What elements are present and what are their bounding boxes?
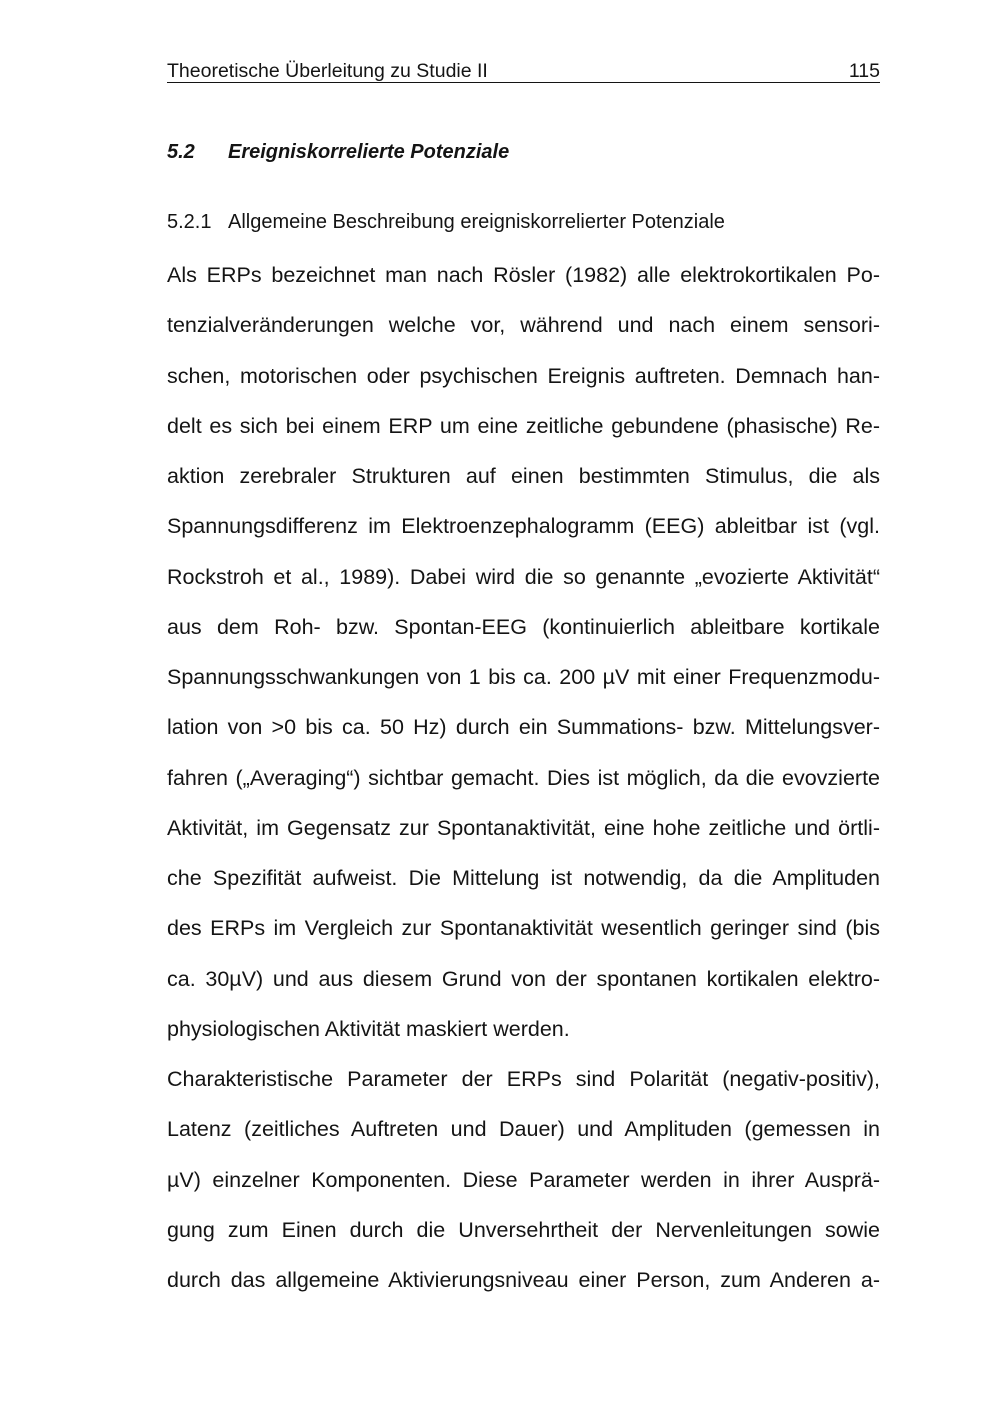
body-line: ca. 30µV) und aus diesem Grund von der spontanen kortikalen elektro- bbox=[167, 966, 880, 991]
paragraph bbox=[167, 1054, 880, 1305]
body-line: che Spezifität aufweist. Die Mittelung ist notwendig, da die Amplituden bbox=[167, 866, 880, 890]
body-line: delt es sich bei einem ERP um eine zeitliche gebundene (phasische) Re- bbox=[167, 413, 880, 438]
body-line: Aktivität, im Gegensatz zur Spontanaktivität, eine hohe zeitliche und örtli- bbox=[167, 815, 880, 840]
subsection-heading bbox=[167, 210, 880, 234]
body-line: Als ERPs bezeichnet man nach Rösler (1982) alle elektrokortikalen Po- bbox=[167, 263, 880, 287]
body-line: tenzialveränderungen welche vor, während und nach einem sensori- bbox=[167, 313, 880, 338]
section-heading bbox=[167, 140, 880, 164]
body-line: Charakteristische Parameter der ERPs sind Polarität (negativ-positiv), bbox=[167, 1067, 880, 1091]
body-line-last: physiologischen Aktivität maskiert werden. bbox=[167, 1016, 570, 1041]
body-line: gung zum Einen durch die Unversehrtheit der Nervenleitungen sowie bbox=[167, 1217, 880, 1242]
body-text bbox=[167, 250, 880, 1305]
body-line: schen, motorischen oder psychischen Ereignis auftreten. Demnach han- bbox=[167, 363, 880, 388]
body-line: fahren („Averaging“) sichtbar gemacht. Dies ist möglich, da die evovzierte bbox=[167, 765, 880, 790]
body-line: µV) einzelner Komponenten. Diese Parameter werden in ihrer Ausprä- bbox=[167, 1167, 880, 1192]
body-line: Spannungsschwankungen von 1 bis ca. 200 µV mit einer Frequenzmodu- bbox=[167, 665, 880, 689]
body-line: Spannungsdifferenz im Elektroenzephalogramm (EEG) ableitbar ist (vgl. bbox=[167, 514, 880, 539]
body-line: aktion zerebraler Strukturen auf einen bestimmten Stimulus, die als bbox=[167, 464, 880, 488]
section-number: 5.2 bbox=[167, 141, 195, 163]
subsection-number: 5.2.1 bbox=[167, 211, 212, 233]
body-line: aus dem Roh- bzw. Spontan-EEG (kontinuierlich ableitbare kortikale bbox=[167, 614, 880, 639]
running-header bbox=[167, 60, 880, 83]
body-line: durch das allgemeine Aktivierungsniveau einer Person, zum Anderen a- bbox=[167, 1268, 880, 1292]
body-line: Latenz (zeitliches Auftreten und Dauer) und Amplituden (gemessen in bbox=[167, 1117, 880, 1142]
body-line: lation von >0 bis ca. 50 Hz) durch ein Summations- bzw. Mittelungsver- bbox=[167, 715, 880, 740]
page-number: 115 bbox=[848, 60, 880, 82]
paragraph bbox=[167, 250, 880, 1054]
running-title: Theoretische Überleitung zu Studie II bbox=[167, 60, 488, 82]
section-title: Ereigniskorrelierte Potenziale bbox=[228, 141, 510, 163]
body-line: Rockstroh et al., 1989). Dabei wird die so genannte „evozierte Aktivität“ bbox=[167, 564, 880, 589]
subsection-title: Allgemeine Beschreibung ereigniskorrelierter Potenziale bbox=[228, 211, 725, 233]
body-line: des ERPs im Vergleich zur Spontanaktivität wesentlich geringer sind (bis bbox=[167, 916, 880, 941]
